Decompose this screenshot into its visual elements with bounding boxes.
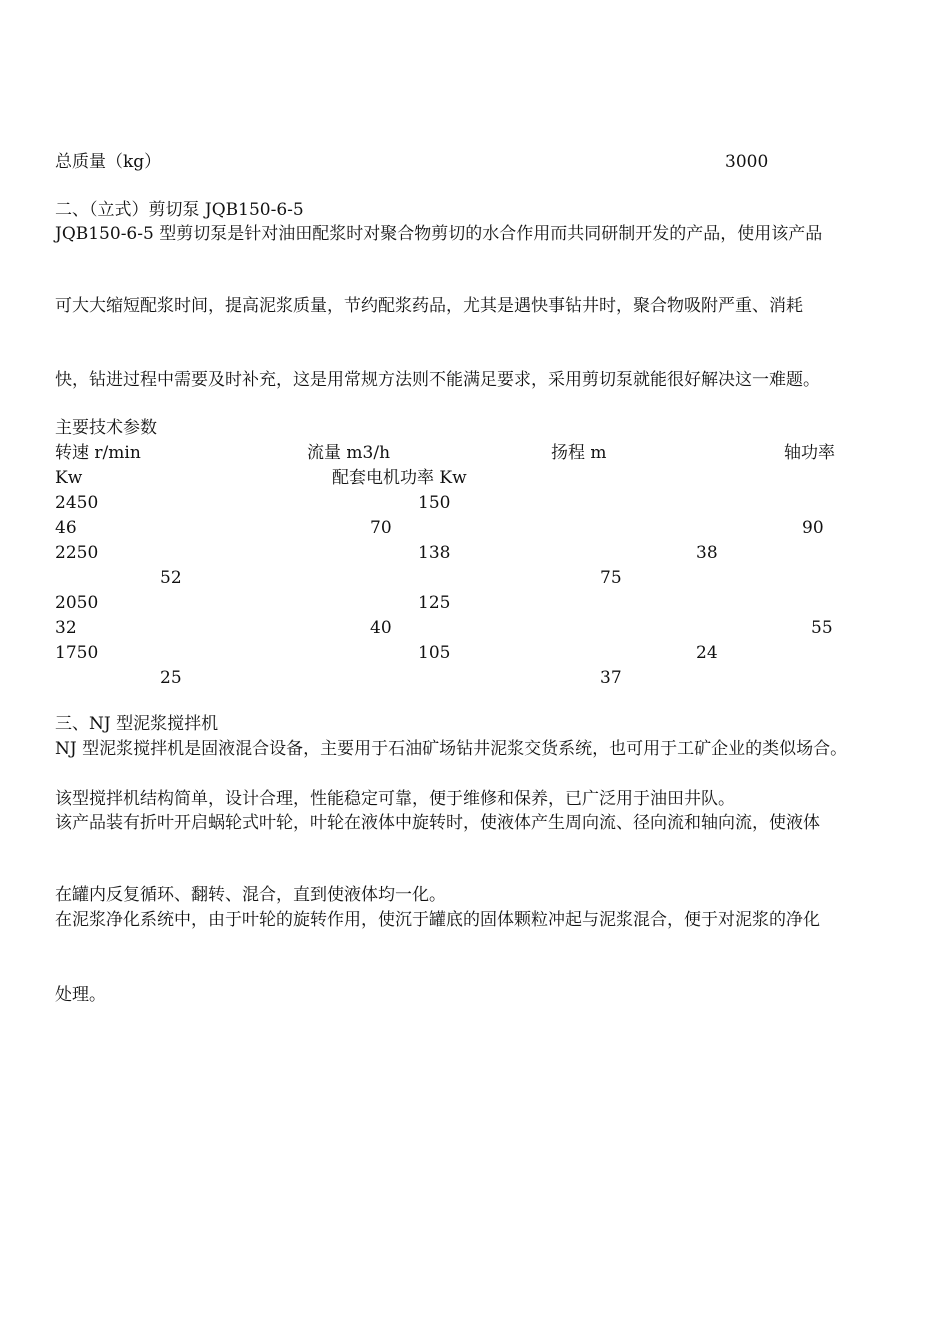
row2-flow: 138 [418, 543, 451, 563]
row1-motor: 90 [802, 518, 824, 538]
mass-value: 3000 [725, 152, 769, 172]
section2-para1: JQB150-6-5 型剪切泵是针对油田配浆时对聚合物剪切的水合作用而共同研制开发的产品，使用该产品 [55, 224, 823, 244]
section3-para2: 该型搅拌机结构简单，设计合理，性能稳定可靠，便于维修和保养，已广泛用于油田井队。 [55, 789, 735, 809]
row2-shaft: 52 [160, 568, 182, 588]
section3-para1: NJ 型泥浆搅拌机是固液混合设备，主要用于石油矿场钻井泥浆交货系统，也可用于工矿企业的类似场合。 [55, 739, 848, 759]
header-head: 扬程 m [551, 443, 607, 463]
header-shaft: 轴功率 [784, 443, 835, 463]
row1-head: 46 [55, 518, 77, 538]
row2-speed: 2250 [55, 543, 99, 563]
row4-head: 24 [696, 643, 718, 663]
section2-para3: 快，钻进过程中需要及时补充，这是用常规方法则不能满足要求，采用剪切泵就能很好解决这一难题。 [55, 370, 820, 390]
row3-flow: 125 [418, 593, 451, 613]
section2-para2: 可大大缩短配浆时间，提高泥浆质量，节约配浆药品，尤其是遇快事钻井时，聚合物吸附严重、消耗 [55, 296, 803, 316]
row1-speed: 2450 [55, 493, 99, 513]
mass-label: 总质量（kg） [55, 152, 162, 172]
section3-para6: 处理。 [55, 985, 106, 1005]
row3-motor: 55 [811, 618, 833, 638]
row4-shaft: 25 [160, 668, 182, 688]
row1-flow: 150 [418, 493, 451, 513]
row4-motor: 37 [600, 668, 622, 688]
header-motor: 配套电机功率 Kw [332, 468, 467, 488]
section3-para3: 该产品装有折叶开启蜗轮式叶轮，叶轮在液体中旋转时，使液体产生周向流、径向流和轴向流，使液体 [55, 813, 820, 833]
section3-para4: 在罐内反复循环、翻转、混合，直到使液体均一化。 [55, 885, 446, 905]
header-flow: 流量 m3/h [307, 443, 391, 463]
row3-shaft: 40 [370, 618, 392, 638]
section3-para5: 在泥浆净化系统中，由于叶轮的旋转作用，使沉于罐底的固体颗粒冲起与泥浆混合，便于对泥浆的净化 [55, 910, 820, 930]
section2-title: 二、（立式）剪切泵 JQB150-6-5 [55, 200, 304, 220]
row3-head: 32 [55, 618, 77, 638]
row3-speed: 2050 [55, 593, 99, 613]
section3-title: 三、NJ 型泥浆搅拌机 [55, 714, 219, 734]
row4-speed: 1750 [55, 643, 99, 663]
row2-head: 38 [696, 543, 718, 563]
row2-motor: 75 [600, 568, 622, 588]
row1-shaft: 70 [370, 518, 392, 538]
header-speed: 转速 r/min [55, 443, 141, 463]
params-title: 主要技术参数 [55, 418, 157, 438]
header-kw: Kw [55, 468, 83, 488]
row4-flow: 105 [418, 643, 451, 663]
